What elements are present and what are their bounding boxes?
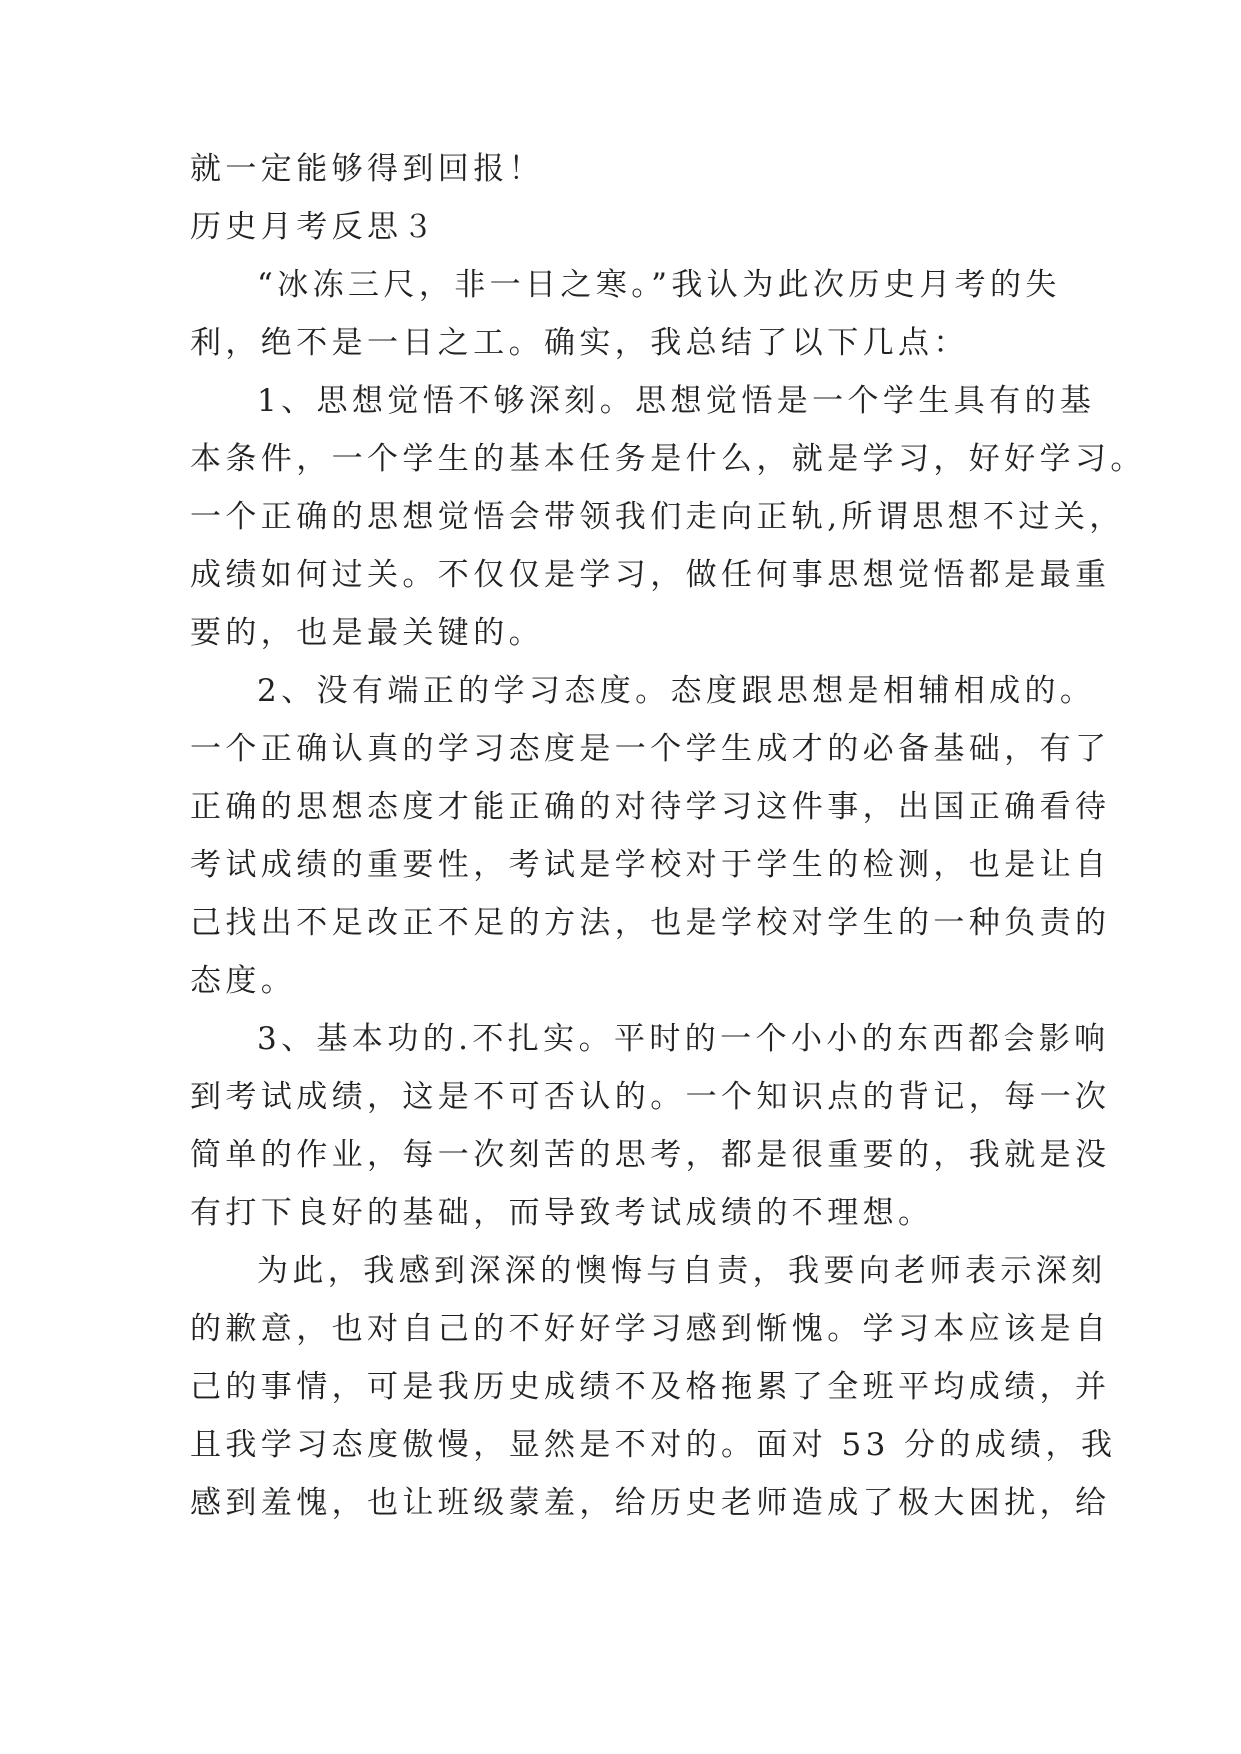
conclusion-line-5: 感到羞愧，也让班级蒙羞，给历史老师造成了极大困扰，给	[190, 1485, 1111, 1521]
conclusion-line-3: 己的事情，可是我历史成绩不及格拖累了全班平均成绩，并	[190, 1369, 1111, 1405]
point-1-line-3: 一个正确的思想觉悟会带领我们走向正轨,所谓思想不过关，	[190, 499, 1125, 535]
section-heading: 历史月考反思３	[190, 209, 438, 245]
point-2-line-6: 态度。	[190, 963, 297, 999]
point-1-line-4: 成绩如何过关。不仅仅是学习，做任何事思想觉悟都是最重	[190, 557, 1111, 593]
paragraph-intro-line-1: “冰冻三尺，非一日之寒。”我认为此次历史月考的失	[257, 267, 1061, 303]
point-3-line-3: 简单的作业，每一次刻苦的思考，都是很重要的，我就是没	[190, 1137, 1111, 1173]
point-2-line-5: 己找出不足改正不足的方法，也是学校对学生的一种负责的	[190, 905, 1111, 941]
text-line-continuation: 就一定能够得到回报！	[190, 151, 544, 187]
paragraph-intro-line-2: 利，绝不是一日之工。确实，我总结了以下几点：	[190, 325, 969, 361]
conclusion-line-1: 为此，我感到深深的懊悔与自责，我要向老师表示深刻	[257, 1253, 1107, 1289]
point-2-line-3: 正确的思想态度才能正确的对待学习这件事，出国正确看待	[190, 789, 1111, 825]
document-page	[190, 140, 1146, 1532]
point-1-line-5: 要的，也是最关键的。	[190, 615, 544, 651]
point-1-line-2: 本条件，一个学生的基本任务是什么，就是学习，好好学习。	[190, 441, 1146, 477]
conclusion-line-2: 的歉意，也对自己的不好好学习感到惭愧。学习本应该是自	[190, 1311, 1111, 1347]
point-1-line-1: 1、思想觉悟不够深刻。思想觉悟是一个学生具有的基	[257, 383, 1096, 419]
conclusion-line-4: 且我学习态度傲慢，显然是不对的。面对 53 分的成绩，我	[190, 1427, 1117, 1463]
point-2-line-2: 一个正确认真的学习态度是一个学生成才的必备基础，有了	[190, 731, 1111, 767]
point-3-line-1: 3、基本功的.不扎实。平时的一个小小的东西都会影响	[257, 1021, 1110, 1057]
point-3-line-4: 有打下良好的基础，而导致考试成绩的不理想。	[190, 1195, 934, 1231]
point-3-line-2: 到考试成绩，这是不可否认的。一个知识点的背记，每一次	[190, 1079, 1111, 1115]
point-2-line-4: 考试成绩的重要性，考试是学校对于学生的检测，也是让自	[190, 847, 1111, 883]
point-2-line-1: 2、没有端正的学习态度。态度跟思想是相辅相成的。	[257, 673, 1096, 709]
